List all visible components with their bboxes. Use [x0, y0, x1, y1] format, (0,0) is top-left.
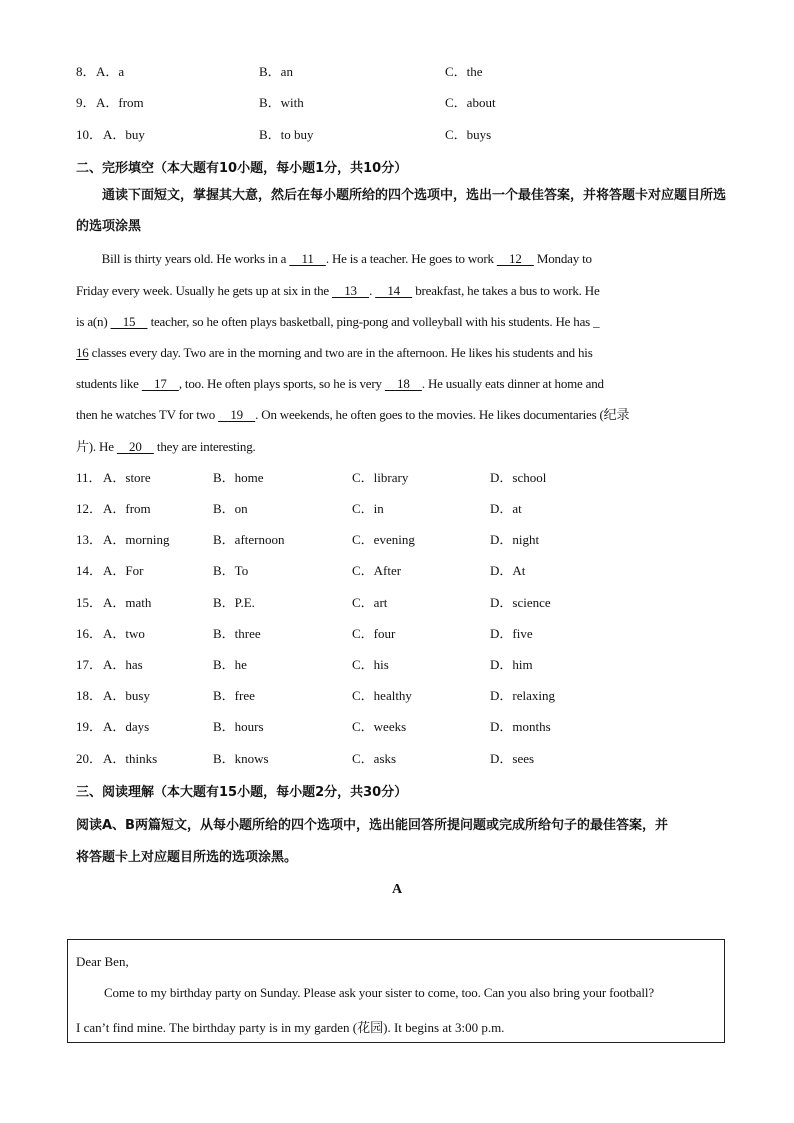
- option-d[interactable]: D．At: [490, 563, 526, 578]
- option-b[interactable]: B．P.E.: [213, 595, 255, 610]
- question-number: 8．: [76, 64, 96, 79]
- option-a[interactable]: A．two: [103, 626, 145, 641]
- blank-11[interactable]: 11: [289, 251, 326, 266]
- passage-line: Bill is thirty years old. He works in a 11 . He is a teacher. He goes to work 12 Monday to: [76, 249, 716, 269]
- option-a[interactable]: A．math: [103, 595, 152, 610]
- option-d[interactable]: D．sees: [490, 751, 535, 766]
- option-a[interactable]: A．For: [103, 563, 144, 578]
- option-d[interactable]: D．months: [490, 719, 551, 734]
- cloze-question: [76, 624, 736, 644]
- option-b: B．to buy: [259, 127, 314, 142]
- option-a[interactable]: A．store: [103, 470, 151, 485]
- question-number: 11．: [76, 470, 102, 485]
- option-d[interactable]: D．five: [490, 626, 533, 641]
- blank-12[interactable]: 12: [496, 251, 534, 266]
- passage-line: then he watches TV for two 19 . On weekends, he often goes to the movies. He likes documentaries (纪录: [76, 405, 716, 425]
- passage-line: 16 classes every day. Two are in the morning and two are in the afternoon. He likes his students and his: [76, 343, 716, 363]
- blank-20[interactable]: 20: [116, 439, 154, 454]
- option-b[interactable]: B．three: [213, 626, 261, 641]
- question-number: 16．: [76, 626, 103, 641]
- option-b[interactable]: B．afternoon: [213, 532, 285, 547]
- option-a: A．a: [96, 64, 125, 79]
- cloze-question: [76, 717, 736, 737]
- blank-15[interactable]: 15: [110, 314, 148, 329]
- section-2-heading: 二、完形填空（本大题有10小题，每小题1分，共10分）: [76, 161, 408, 176]
- option-c[interactable]: C．in: [352, 501, 384, 516]
- cloze-question: [76, 561, 736, 581]
- question-10: [76, 125, 736, 145]
- letter-line-1: Come to my birthday party on Sunday. Please ask your sister to come, too. Can you also bring your football?: [104, 985, 654, 1000]
- option-c[interactable]: C．healthy: [352, 688, 412, 703]
- section-3-heading: 三、阅读理解（本大题有15小题，每小题2分，共30分）: [76, 785, 408, 800]
- option-c: C．the: [445, 64, 483, 79]
- option-b: B．an: [259, 64, 293, 79]
- option-c[interactable]: C．four: [352, 626, 396, 641]
- option-b[interactable]: B．free: [213, 688, 255, 703]
- question-number: 19．: [76, 719, 103, 734]
- option-d[interactable]: D．science: [490, 595, 551, 610]
- option-c: C．about: [445, 95, 496, 110]
- option-c[interactable]: C．his: [352, 657, 389, 672]
- letter-box: [67, 939, 725, 1043]
- option-c[interactable]: C．evening: [352, 532, 415, 547]
- option-a: A．buy: [103, 127, 145, 142]
- letter-greeting: Dear Ben,: [76, 954, 129, 969]
- section-3-instruction-line2: 将答题卡上对应题目所选的选项涂黑。: [76, 850, 298, 865]
- section-3-instruction-line1: 阅读A、B两篇短文，从每小题所给的四个选项中，选出能回答所提问题或完成所给句子的最佳答案，并: [76, 818, 668, 833]
- option-b[interactable]: B．on: [213, 501, 248, 516]
- question-number: 12．: [76, 501, 103, 516]
- option-d[interactable]: D．school: [490, 470, 547, 485]
- question-number: 14．: [76, 563, 103, 578]
- option-b[interactable]: B．To: [213, 563, 249, 578]
- option-b[interactable]: B．home: [213, 470, 264, 485]
- blank-19[interactable]: 19: [218, 407, 256, 422]
- option-b[interactable]: B．hours: [213, 719, 264, 734]
- option-b[interactable]: B．knows: [213, 751, 269, 766]
- blank-14[interactable]: 14: [375, 283, 413, 298]
- question-number: 15．: [76, 595, 103, 610]
- option-d[interactable]: D．him: [490, 657, 533, 672]
- passage-a-label: A: [391, 882, 403, 897]
- option-d[interactable]: D．relaxing: [490, 688, 555, 703]
- cloze-question: [76, 749, 736, 769]
- option-c[interactable]: C．asks: [352, 751, 397, 766]
- question-number: 18．: [76, 688, 103, 703]
- blank-13[interactable]: 13: [332, 283, 370, 298]
- question-9: [76, 93, 736, 113]
- question-number: 13．: [76, 532, 103, 547]
- option-c[interactable]: C．art: [352, 595, 388, 610]
- option-b: B．with: [259, 95, 304, 110]
- question-8: [76, 62, 736, 82]
- blank-18[interactable]: 18: [384, 376, 422, 391]
- option-a[interactable]: A．days: [103, 719, 150, 734]
- question-number: 9．: [76, 95, 96, 110]
- passage-line: 片). He 20 they are interesting.: [76, 437, 716, 457]
- option-c: C．buys: [445, 127, 492, 142]
- blank-16[interactable]: 16: [76, 345, 89, 360]
- option-c[interactable]: C．library: [352, 470, 409, 485]
- option-a[interactable]: A．thinks: [103, 751, 158, 766]
- cloze-question: [76, 655, 736, 675]
- option-a[interactable]: A．has: [103, 657, 143, 672]
- option-c[interactable]: C．After: [352, 563, 402, 578]
- cloze-question: [76, 686, 736, 706]
- option-a[interactable]: A．from: [103, 501, 151, 516]
- letter-line-2: I can’t find mine. The birthday party is in my garden (花园). It begins at 3:00 p.m.: [76, 1020, 505, 1035]
- option-a: A．from: [96, 95, 144, 110]
- question-number: 20．: [76, 751, 103, 766]
- section-2-instruction: 通读下面短文，掌握其大意，然后在每小题所给的四个选项中，选出一个最佳答案，并将答题卡对应题目所选的选项涂黑: [76, 188, 727, 234]
- option-d[interactable]: D．at: [490, 501, 522, 516]
- question-number: 17．: [76, 657, 103, 672]
- cloze-question: [76, 468, 736, 488]
- option-a[interactable]: A．morning: [103, 532, 170, 547]
- question-number: 10．: [76, 127, 103, 142]
- cloze-question: [76, 530, 736, 550]
- option-c[interactable]: C．weeks: [352, 719, 407, 734]
- passage-line: is a(n) 15 teacher, so he often plays basketball, ping-pong and volleyball with his students. He has _: [76, 312, 716, 332]
- option-d[interactable]: D．night: [490, 532, 540, 547]
- blank-17[interactable]: 17: [141, 376, 179, 391]
- option-a[interactable]: A．busy: [103, 688, 150, 703]
- passage-line: Friday every week. Usually he gets up at six in the 13 . 14 breakfast, he takes a bus to work. He: [76, 281, 716, 301]
- option-b[interactable]: B．he: [213, 657, 247, 672]
- cloze-question: [76, 593, 736, 613]
- passage-line: students like 17 , too. He often plays sports, so he is very 18 . He usually eats dinner at home and: [76, 374, 716, 394]
- cloze-question: [76, 499, 736, 519]
